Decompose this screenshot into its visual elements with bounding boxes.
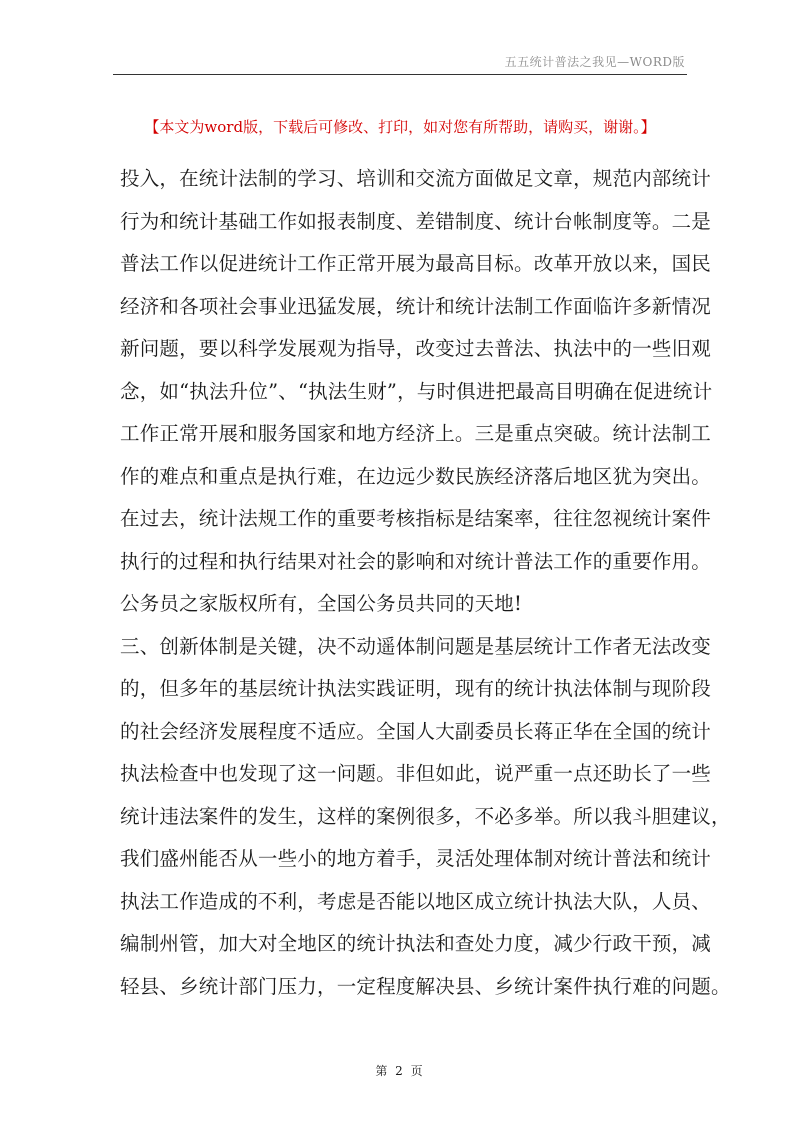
body-line: 作的难点和重点是执行难，在边远少数民族经济落后地区犹为突出。 [120,464,712,488]
body-line: 我们盛州能否从一些小的地方着手，灵活处理体制对统计普法和统计 [120,847,712,870]
body-line: 执法检查中也发现了这一问题。非但如此，说严重一点还助长了一些 [120,762,712,785]
body-line: 执法工作造成的不利，考虑是否能以地区成立统计执法大队，人员、 [120,889,712,913]
body-line: 三、创新体制是关键，决不动遥体制问题是基层统计工作者无法改变 [120,634,712,658]
body-line: 统计违法案件的发生，这样的案例很多，不必多举。所以我斗胆建议， [120,804,731,828]
body-line: 执行的过程和执行结果对社会的影响和对统计普法工作的重要作用。 [120,549,712,573]
body-line: 经济和各项社会事业迅猛发展，统计和统计法制工作面临许多新情况 [120,294,712,318]
download-notice: 【本文为word版，下载后可修改、打印，如对您有所帮助，请购买，谢谢。】 [144,118,656,136]
body-line: 行为和统计基础工作如报表制度、差错制度、统计台帐制度等。二是 [120,209,712,233]
body-line: 的社会经济发展程度不适应。全国人大副委员长蒋正华在全国的统计 [120,719,712,743]
body-line: 普法工作以促进统计工作正常开展为最高目标。改革开放以来，国民 [120,252,712,275]
page-number: 第 2 页 [375,1064,425,1078]
body-line: 在过去，统计法规工作的重要考核指标是结案率，往往忽视统计案件 [120,507,712,530]
body-line: 工作正常开展和服务国家和地方经济上。三是重点突破。统计法制工 [120,422,712,445]
body-line: 新问题，要以科学发展观为指导，改变过去普法、执法中的一些旧观 [120,337,712,360]
body-line: 的，但多年的基层统计执法实践证明，现有的统计执法体制与现阶段 [120,677,712,700]
document-header-title: 五五统计普法之我见—WORD版 [504,55,685,69]
body-line: 念，如“执法升位”、“执法生财”，与时俱进把最高目明确在促进统计 [120,379,713,403]
body-text [120,158,731,1008]
body-line: 公务员之家版权所有，全国公务员共同的天地! [120,592,523,615]
body-line: 投入，在统计法制的学习、培训和交流方面做足文章，规范内部统计 [120,167,712,190]
body-line: 编制州管，加大对全地区的统计执法和查处力度，减少行政干预，减 [120,932,712,955]
body-line: 轻县、乡统计部门压力，一定程度解决县、乡统计案件执行难的问题。 [120,974,731,998]
header-divider [113,74,687,75]
